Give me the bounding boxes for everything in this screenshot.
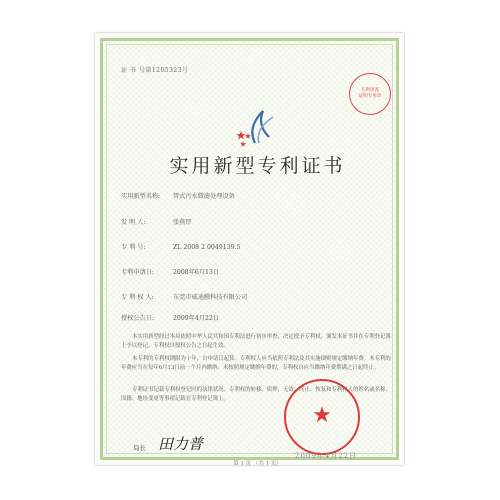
sipo-emblem-icon: [233, 107, 283, 147]
field-application-date: [121, 267, 219, 276]
mini-seal-text: 专利审查 证明专用章: [358, 88, 382, 99]
certificate-border: [100, 38, 399, 467]
official-seal: [284, 379, 360, 455]
paragraph-legal-status: 专利证书记载专利权登记时的法律状况。专利权的转移、质押、无效、终止、恢复和专利权人的姓名或名称、国籍、地址变更等事项记载在专利登记簿上。: [121, 387, 391, 402]
field-inventor: [121, 217, 192, 226]
field-value: ZL 2008 2 0049139.5: [173, 244, 241, 251]
field-patent-number: [121, 242, 240, 251]
field-label: 专利申请日:: [121, 269, 155, 276]
certificate-sheet: [95, 33, 404, 465]
field-grant-date: [121, 313, 219, 322]
paragraph-term-and-fees: 本专利的专利权期限为十年，自申请日起算。专利权人应当依照专利法及其实施细则规定缴纳年费。本专利的年费应当在每年6月13日前一个月内缴纳。未按照规定缴纳年费的，专利权自应当缴纳年费期满之日起终止。: [121, 356, 391, 371]
certificate-title: 实用新型专利证书: [169, 155, 346, 177]
field-patentee: [121, 292, 247, 301]
field-value: 管式污水微滤处理设备: [173, 193, 235, 200]
field-value: 东莞市威迪膜科技有限公司: [173, 294, 248, 301]
director-signature: 田力普: [158, 435, 204, 453]
field-label: 发 明 人:: [121, 219, 146, 226]
seal-star-icon: ★: [312, 403, 332, 428]
director-label: 局长: [133, 444, 146, 452]
field-value: 2009年4月22日: [173, 315, 220, 322]
field-label: 实用新型名称:: [121, 193, 161, 200]
field-label: 专 利 号:: [121, 244, 146, 251]
patent-office-mini-seal: [349, 73, 391, 115]
field-value: 张燕厚: [173, 219, 192, 226]
field-label: 专 利 权 人:: [121, 294, 154, 301]
paragraph-grant-notice: 本实用新型经过本局依照中华人民共和国专利法进行初步审查，决定授予专利权，颁发本证书并在专利登记簿上予以登记。专利权自授权公告之日起生效。: [121, 334, 391, 349]
page-number: 第 1 页 （共 1 页）: [233, 461, 282, 467]
certificate-number: 证 书 号第1205323号: [121, 67, 189, 74]
field-value: 2008年6月13日: [173, 269, 220, 276]
field-label: 授权公告日:: [121, 315, 155, 322]
field-utility-model-name: [121, 191, 235, 200]
issue-date: 2009年4月22日: [295, 452, 358, 460]
